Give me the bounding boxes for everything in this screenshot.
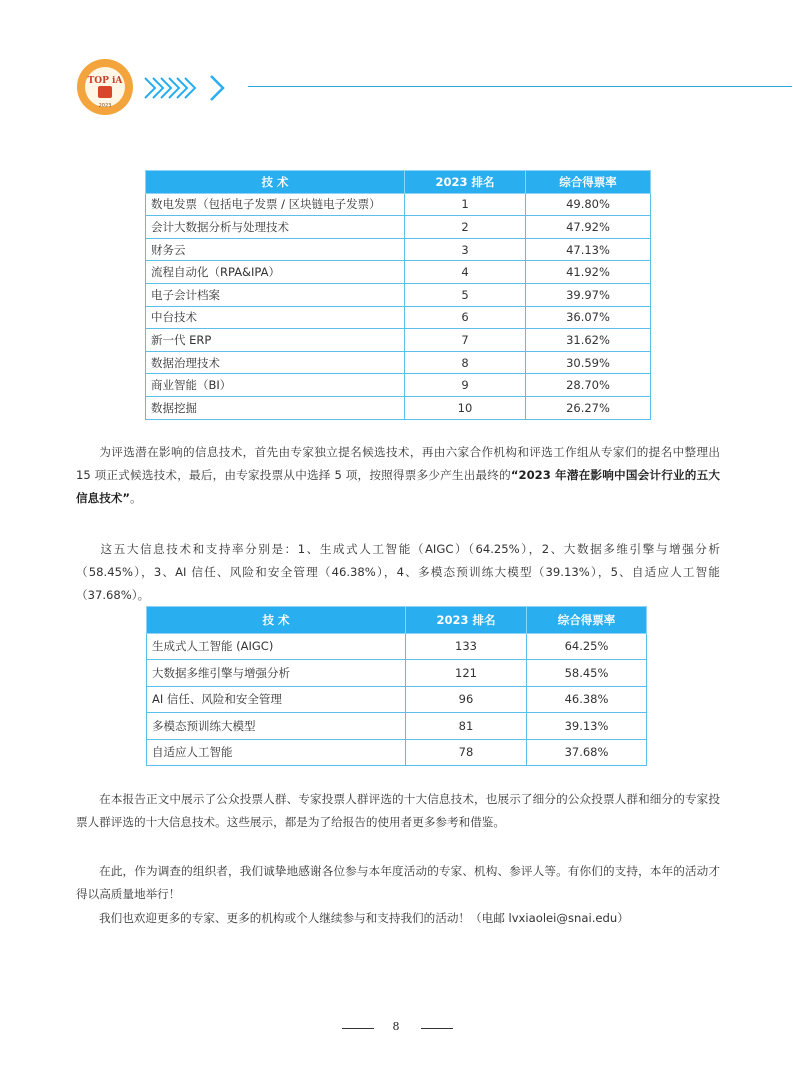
table-row xyxy=(147,739,647,766)
table-row xyxy=(146,374,651,397)
table-row xyxy=(147,686,647,713)
chevron-arrows-icon xyxy=(141,68,201,108)
table-row xyxy=(146,396,651,419)
table-row xyxy=(146,329,651,352)
vote-rate: 39.13% xyxy=(527,713,647,740)
column-header-tech: 技 术 xyxy=(146,171,405,194)
vote-rate: 31.62% xyxy=(526,329,651,352)
page-number: 8 xyxy=(392,1020,400,1033)
rank: 6 xyxy=(405,306,526,329)
footer-rule-left xyxy=(342,1028,374,1029)
tech-name: 数电发票（包括电子发票 / 区块链电子发票） xyxy=(146,193,405,216)
top-five-summary-paragraph xyxy=(76,538,720,607)
table-row xyxy=(147,633,647,660)
top-ia-logo xyxy=(76,58,134,116)
table-row xyxy=(147,660,647,687)
vote-rate: 30.59% xyxy=(526,351,651,374)
vote-rate: 47.92% xyxy=(526,216,651,239)
paragraph-text: 在此，作为调查的组织者，我们诚挚地感谢各位参与本年度活动的专家、机构、参评人等。有你们的支持，本年的活动才得以高质量地举行！ xyxy=(76,864,720,901)
vote-rate: 58.45% xyxy=(527,660,647,687)
rank: 1 xyxy=(405,193,526,216)
chevron-right-icon xyxy=(204,68,230,108)
vote-rate: 47.13% xyxy=(526,238,651,261)
column-header-tech: 技 术 xyxy=(147,607,406,634)
table-row xyxy=(146,261,651,284)
vote-rate: 46.38% xyxy=(527,686,647,713)
selection-method-paragraph xyxy=(76,441,720,510)
top-ten-tech-table xyxy=(145,170,651,420)
table-row xyxy=(146,283,651,306)
rank: 4 xyxy=(405,261,526,284)
header-rule xyxy=(248,86,792,87)
table-row xyxy=(146,351,651,374)
column-header-rank: 2023 排名 xyxy=(405,171,526,194)
paragraph-text: 为评选潜在影响的信息技术，首先由专家独立提名候选技术，再由六家合作机构和评选工作组从专家们的提名中整理出 15 项正式候选技术，最后，由专家投票从中选择 5 项，按照得票多少产生出最终的 xyxy=(76,445,720,482)
tech-name: 大数据多维引擎与增强分析 xyxy=(147,660,406,687)
vote-rate: 64.25% xyxy=(527,633,647,660)
paragraph-text: 这五大信息技术和支持率分别是：1、生成式人工智能（AIGC）（64.25%），2、大数据多维引擎与增强分析（58.45%），3、AI 信任、风险和安全管理（46.38%），4、多模态预训练大模型（39.13%），5、自适应人工智能（37.68%）。 xyxy=(76,542,720,602)
table-row xyxy=(146,238,651,261)
table-header-row xyxy=(147,607,647,634)
tech-name: 新一代 ERP xyxy=(146,329,405,352)
footer-rule-right xyxy=(421,1028,453,1029)
vote-rate: 49.80% xyxy=(526,193,651,216)
rank: 10 xyxy=(405,396,526,419)
invitation-paragraph xyxy=(76,907,720,930)
tech-name: 数据挖掘 xyxy=(146,396,405,419)
table-row xyxy=(146,216,651,239)
tech-name: 自适应人工智能 xyxy=(147,739,406,766)
paragraph-text: 我们也欢迎更多的专家、更多的机构或个人继续参与和支持我们的活动！（电邮 lvxiaolei@snai.edu） xyxy=(99,911,629,925)
table-row xyxy=(146,306,651,329)
paragraph-emphasis: “2023 年潜在影响中国会计行业的五大信息技术” xyxy=(76,468,720,505)
vote-rate: 26.27% xyxy=(526,396,651,419)
tech-name: 流程自动化（RPA&IPA） xyxy=(146,261,405,284)
rank: 3 xyxy=(405,238,526,261)
tech-name: 多模态预训练大模型 xyxy=(147,713,406,740)
rank: 133 xyxy=(406,633,527,660)
vote-rate: 39.97% xyxy=(526,283,651,306)
tech-name: 商业智能（BI） xyxy=(146,374,405,397)
rank: 8 xyxy=(405,351,526,374)
column-header-rank: 2023 排名 xyxy=(406,607,527,634)
thanks-paragraph xyxy=(76,860,720,906)
logo-year: 2023 xyxy=(98,103,112,109)
logo-top-text: TOP iA xyxy=(87,76,123,86)
top-five-tech-table xyxy=(146,606,647,766)
tech-name: 电子会计档案 xyxy=(146,283,405,306)
vote-rate: 41.92% xyxy=(526,261,651,284)
tech-name: 财务云 xyxy=(146,238,405,261)
vote-rate: 37.68% xyxy=(527,739,647,766)
rank: 121 xyxy=(406,660,527,687)
rank: 7 xyxy=(405,329,526,352)
paragraph-end: 。 xyxy=(130,491,142,505)
rank: 81 xyxy=(406,713,527,740)
rank: 96 xyxy=(406,686,527,713)
table-row xyxy=(147,713,647,740)
tech-name: 数据治理技术 xyxy=(146,351,405,374)
rank: 78 xyxy=(406,739,527,766)
table-header-row xyxy=(146,171,651,194)
tech-name: AI 信任、风险和安全管理 xyxy=(147,686,406,713)
table-row xyxy=(146,193,651,216)
report-content-paragraph xyxy=(76,788,720,834)
tech-name: 中台技术 xyxy=(146,306,405,329)
vote-rate: 36.07% xyxy=(526,306,651,329)
column-header-vote-rate: 综合得票率 xyxy=(526,171,651,194)
tech-name: 生成式人工智能 (AIGC) xyxy=(147,633,406,660)
column-header-vote-rate: 综合得票率 xyxy=(527,607,647,634)
rank: 5 xyxy=(405,283,526,306)
paragraph-text: 在本报告正文中展示了公众投票人群、专家投票人群评选的十大信息技术，也展示了细分的公众投票人群和细分的专家投票人群评选的十大信息技术。这些展示，都是为了给报告的使用者更多参考和借鉴。 xyxy=(76,792,720,829)
rank: 2 xyxy=(405,216,526,239)
tech-name: 会计大数据分析与处理技术 xyxy=(146,216,405,239)
rank: 9 xyxy=(405,374,526,397)
vote-rate: 28.70% xyxy=(526,374,651,397)
